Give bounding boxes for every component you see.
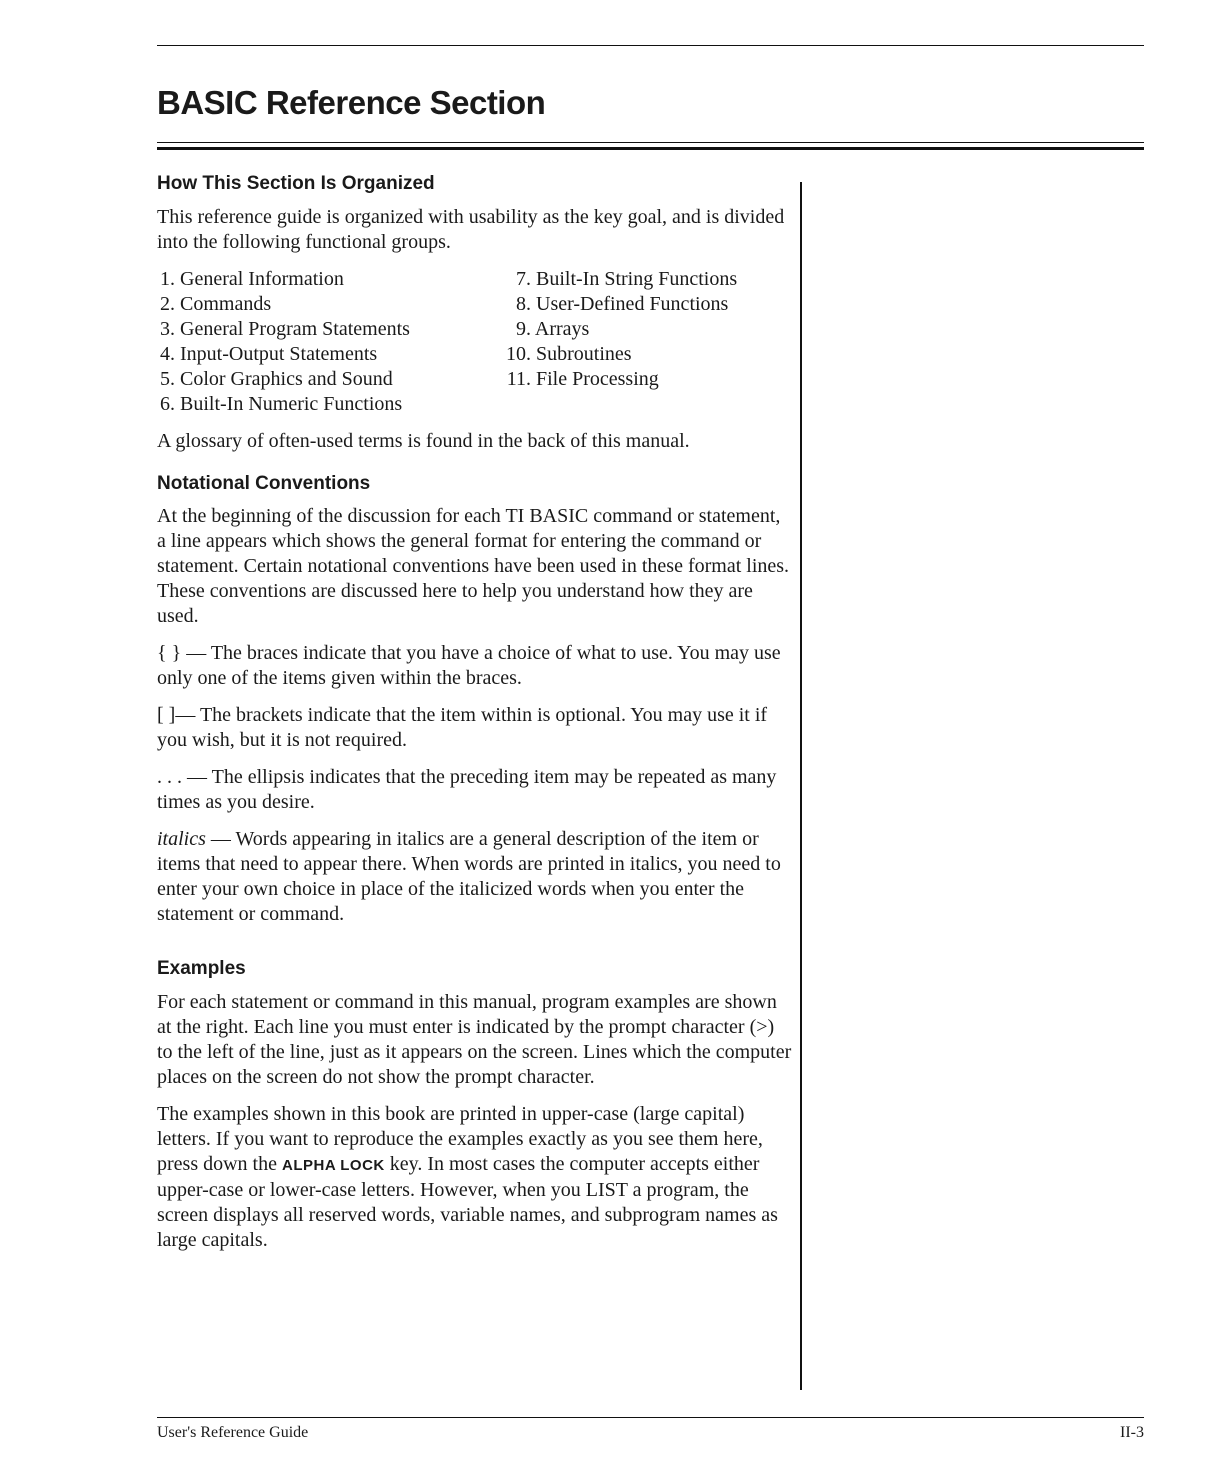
examples-para-1: For each statement or command in this manual, program examples are shown at the right. Each line you must enter is indicated by the prompt character (>) to the left of the line, just as it appears on the screen. Lines which the computer places on the screen do not show the prompt character.: [157, 991, 792, 1089]
list-item: 8. User-Defined Functions: [516, 292, 729, 315]
page-number: II-3: [1120, 1424, 1144, 1441]
title-rule-thin: [157, 142, 1144, 143]
top-rule: [157, 45, 1144, 46]
ellipsis-convention: . . . — The ellipsis indicates that the preceding item may be repeated as many times as you desire.: [157, 766, 777, 814]
italics-term: italics: [157, 828, 206, 851]
list-item: 4. Input-Output Statements: [160, 342, 378, 365]
list-item: 5. Color Graphics and Sound: [160, 367, 393, 390]
list-item: 7. Built-In String Functions: [516, 267, 738, 290]
footer-title: User's Reference Guide: [157, 1424, 309, 1441]
brackets-convention: [ ]— The brackets indicate that the item within is optional. You may use it if you wish, but it is not required.: [157, 704, 768, 752]
list-item: 11. File Processing: [506, 367, 659, 390]
section-heading-notation: Notational Conventions: [157, 472, 371, 494]
groups-right-column: [497, 267, 737, 417]
notation-intro: At the beginning of the discussion for each TI BASIC command or statement, a line appears which shows the general format for entering the command or statement. Certain notational conventions have been used in these format lines. These conventions are discussed here to help you understand how they are used.: [157, 505, 790, 628]
italics-convention: italics — Words appearing in italics are a general description of the item or items that need to appear there. When words are printed in italics, you need to enter your own choice in place of the italicized words when you enter the statement or command.: [157, 828, 781, 926]
page-title: BASIC Reference Section: [157, 84, 546, 121]
footer-rule: [157, 1417, 1144, 1418]
list-item: 1. General Information: [160, 267, 344, 290]
examples-para-2: The examples shown in this book are printed in upper-case (large capital) letters. If you want to reproduce the examples exactly as you see them here, press down the ALPHA LOCK key. In most cases the computer accepts either upper-case or lower-case letters. However, when you LIST a program, the screen displays all reserved words, variable names, and subprogram names as large capitals.: [157, 1103, 778, 1252]
list-item: 6. Built-In Numeric Functions: [160, 392, 403, 415]
list-item: 3. General Program Statements: [160, 317, 410, 340]
glossary-note: A glossary of often-used terms is found in the back of this manual.: [157, 429, 690, 452]
alpha-lock-key-label: ALPHA LOCK: [281, 1157, 385, 1175]
organized-intro: This reference guide is organized with usability as the key goal, and is divided into the following functional groups.: [157, 205, 785, 253]
braces-convention: { } — The braces indicate that you have a choice of what to use. You may use only one of the items given within the braces.: [157, 642, 781, 690]
list-item: 2. Commands: [160, 292, 272, 315]
section-heading-examples: Examples: [157, 958, 246, 980]
margin-bar: [800, 182, 802, 1390]
groups-left-column: [157, 267, 497, 417]
functional-groups-list: [157, 267, 792, 417]
list-item: 10. Subroutines: [506, 342, 632, 365]
title-rule-thick: [157, 147, 1144, 150]
main-column: [157, 172, 792, 1253]
section-heading-organized: How This Section Is Organized: [157, 173, 435, 194]
list-item: 9. Arrays: [516, 317, 590, 340]
